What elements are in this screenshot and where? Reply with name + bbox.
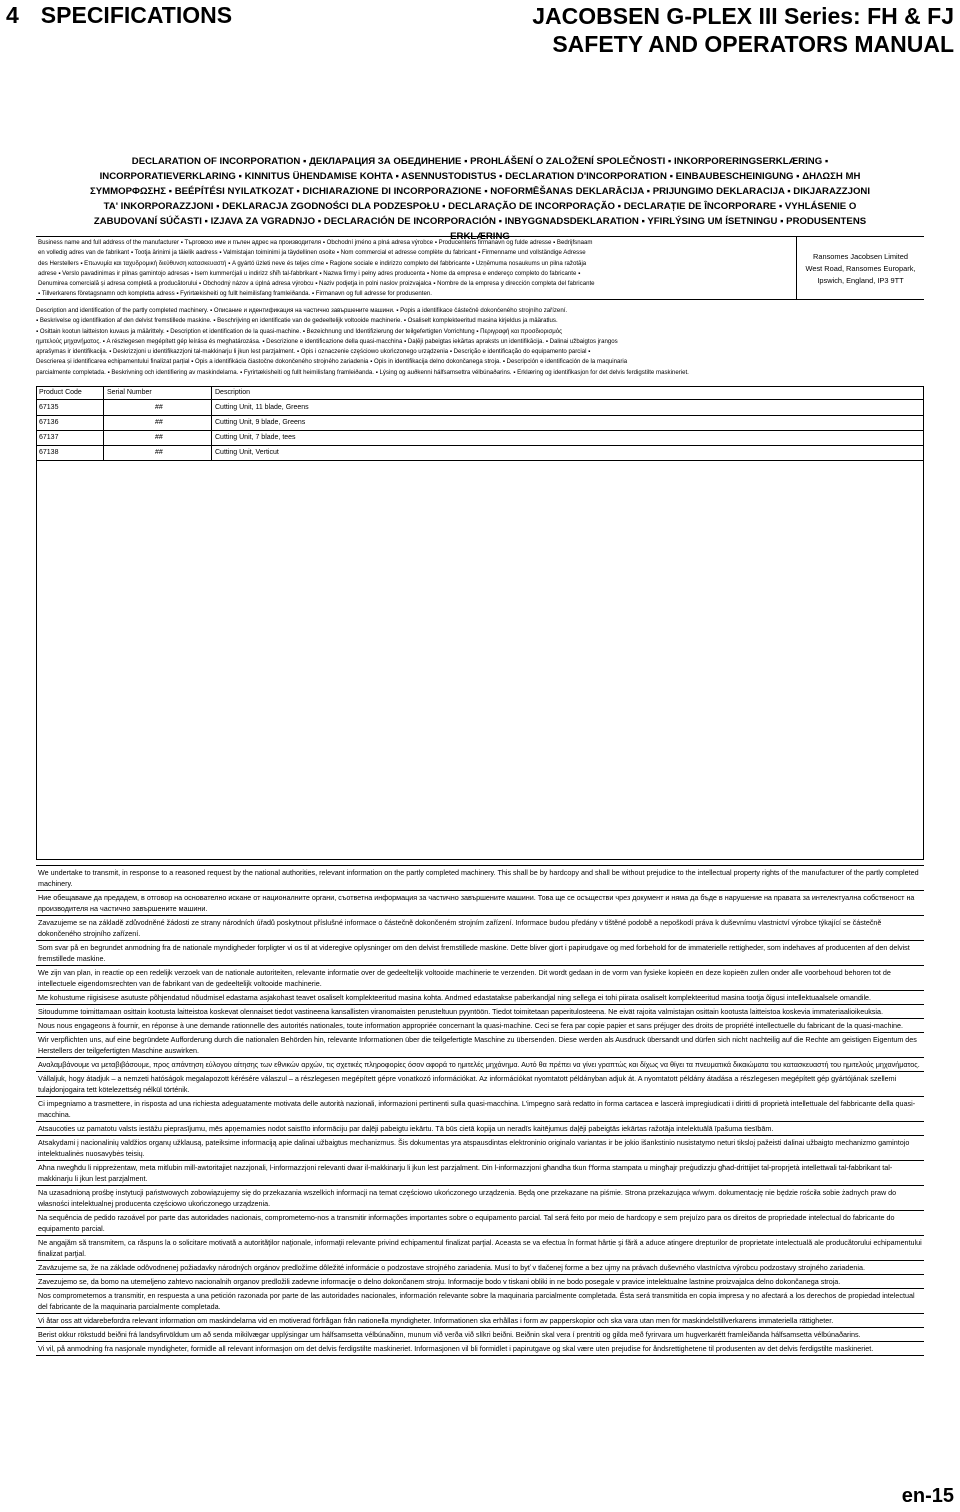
table-row — [37, 415, 923, 431]
description-line: ▪ Osittain kootun laitteiston kuvaus ja määrittely. ▪ Description et identification de la quasi-machine. ▪ Bezeichnung und Identifizierung der teilgefertigten Vorrichtung ▪ Περιγραφή και προσδιορισμός — [36, 327, 563, 335]
cell-product-code: 67135 — [39, 404, 59, 411]
declaration-paragraph: Ние обещаваме да предадем, в отговор на основателно искане от националните органи, съответна информация за частично завършените машини. Това ще се осъществи чрез документ и няма да бъде в нарушение на правата за интелектуална собственост на производителя на частично завършените машини. — [36, 891, 924, 916]
declaration-paragraph: Atsaucoties uz pamatotu valsts iestāžu pieprasījumu, mēs apņemamies nodot saistīto informāciju par daļēji pabeigtu iekārtu. Tā būs cietā kopija un neradīs kaitējumus daļēji pabeigtās iekārtas ražotāja intelektuālā īpašuma tiesībām. — [36, 1122, 924, 1136]
cell-product-code: 67136 — [39, 419, 59, 426]
declaration-paragraph: Vállaljuk, hogy átadjuk – a nemzeti hatóságok megalapozott kérésére válaszul – a részlegesen megépített gépre vonatkozó információkat. Az információkat nyomtatott példányban adjuk át. A nyomtatott példány átadása a részlegesen megépített gép gyártójának szellemi tulajdonjogaira tett kötelezettség nélkül történik. — [36, 1072, 924, 1097]
declaration-paragraph: Zavazujeme se na základě zdůvodněné žádosti ze strany národních úřadů poskytnout příslušné informace o částečně dokončeném strojním zařízení. Informace budou předány v tištěné podobě a nepoškodí práva k duševnímu vlastnictví výrobce týkající se částečně dokončeného strojního zařízení. — [36, 916, 924, 941]
page-header-left — [6, 2, 232, 29]
cell-description: Cutting Unit, 11 blade, Greens — [215, 404, 309, 411]
cell-serial-number: ## — [155, 449, 163, 456]
description-line: Description and identification of the partly completed machinery. ▪ Описание и идентификация на частично завършените машини. ▪ Popis a identifikace částečně dokončeného strojního zařízení. — [36, 307, 568, 314]
declaration-paragraphs — [36, 865, 924, 1356]
declaration-title-line: TA' INKORPORAZZJONI ▪ DEKLARACJA ZGODNOŚCI DLA PODZESPOŁU ▪ DECLARAÇÃO DE INCORPORAÇÃO ▪ DECLARAȚIE DE ÎNCORPORARE ▪ VYHLÁSENIE O — [103, 201, 857, 212]
declaration-paragraph: Na sequência de pedido razoável por parte das autoridades nacionais, comprometemo-nos a transmitir informações importantes sobre o equipamento parcial. Tal será feito por meio de hardcopy e sem prejuízo para os direitos de propriedade intelectual do fabricante do equipamento parcial. — [36, 1211, 924, 1236]
declaration-paragraph: Berist okkur rökstudd beiðni frá landsyfirvöldum um að senda mikilvægar upplýsingar um hálfsamsetta vélbúnaðinn, munum við verða við slíkri beiðni. Beiðnin skal vera í prentriti og gilda með fyrirvara um hugverkarétt framleiðanda hálfsamsetta vélbúnaðarins. — [36, 1328, 924, 1342]
cell-description: Cutting Unit, 9 blade, Greens — [215, 419, 306, 426]
address-line: West Road, Ransomes Europark, — [805, 264, 916, 273]
declaration-title-line: ERKLÆRING — [450, 231, 510, 242]
cell-product-code: 67137 — [39, 434, 59, 441]
declaration-paragraph: Ne angajăm să transmitem, ca răspuns la o solicitare motivată a autorităţilor naţionale, informaţii relevante privind echipamentul finalizat parţial. Aceasta se va efectua în format hârtie şi fără a aduce atingere drepturilor de proprietate intelectuală ale producătorului echipamentului finalizat parţial. — [36, 1236, 924, 1261]
table-row — [37, 445, 923, 461]
declaration-title — [36, 154, 924, 244]
declaration-title-line: DECLARATION OF INCORPORATION ▪ ДЕКЛАРАЦИЯ ЗА ОБЕДИНЕНИЕ ▪ PROHLÁŠENÍ O ZALOŽENÍ SPOLEČNOSTI ▪ INKORPORERINGSERKLÆRING ▪ — [131, 156, 829, 167]
declaration-paragraph: We zijn van plan, in reactie op een redelijk verzoek van de nationale autoriteiten, relevante informatie over de gedeeltelijk voltooide machinerie te verzenden. Dit wordt gedaan in de vorm van fysieke kopieën en deze kopieën zullen onder alle voorbehoud behoren tot de intellectuele eigendomsrechten van de fabrikant van de gedeeltelijk voltooide machinerie. — [36, 966, 924, 991]
cell-serial-number: ## — [155, 419, 163, 426]
page-number: 4 — [6, 2, 19, 28]
product-table — [36, 386, 924, 860]
manufacturer-label-line: adrese ▪ Verslo pavadinimas ir pilnas gamintojo adresas ▪ Isem kummerċjali u indirizz sħiħ tal-fabbrikant ▪ Nazwa firmy i pełny adres producenta ▪ Nome da empresa e endereço completo do fabricante ▪ — [38, 269, 581, 277]
declaration-paragraph: Zaväzujeme sa, že na základe odôvodnenej požiadavky národných orgánov predložíme dôležité informácie o podzostave strojného zariadenia. Musí to byť v tlačenej forme a bez ujmy na právach duševného vlastníctva výrobcu podzostavy strojného zariadenia. — [36, 1261, 924, 1275]
declaration-paragraph: Zavezujemo se, da bomo na utemeljeno zahtevo nacionalnih organov predložili zadevne informacije o delno dokončanem stroju. Informacije bodo v tiskani obliki in ne bodo posegale v pravice intelektualne lastnine proizvajalca delno dokončanega stroja. — [36, 1275, 924, 1289]
cell-description: Cutting Unit, Verticut — [215, 449, 279, 456]
declaration-title-line: ZABUDOVANÍ SÚČASTI ▪ IZJAVA ZA VGRADNJO ▪ DECLARACIÓN DE INCORPORACIÓN ▪ INBYGGNADSDEKLARATION ▪ YFIRLÝSING UM ÍSETNINGU ▪ PRODUSENTENS — [93, 216, 867, 227]
declaration-paragraph: We undertake to transmit, in response to a reasoned request by the national authorities, relevant information on the partly completed machinery. This shall be by hardcopy and shall be without prejudice to the intellectual property rights of the manufacturer of the partly completed machinery. — [36, 866, 924, 891]
manufacturer-label-line: ▪ Tillverkarens företagsnamn och kompletta adress ▪ Fyrirtækisheiti og fullt heimilisfang framleiðanda. ▪ Firmanavn og full adresse for produsenten. — [38, 290, 432, 298]
manufacturer-label-line: Denumirea comercială și adresa completă a producătorului ▪ Obchodný názov a úplná adresa výrobcu ▪ Naziv podjetja in polni naslov proizvajalca ▪ Nombre de la empresa y dirección completa del fabricante — [38, 280, 595, 288]
declaration-paragraph: Atsakydami į nacionalinių valdžios organų užklausą, pateiksime informaciją apie dalinai užbaigtus mechanizmus. Šis dokumentas yra atspausdintas elektroninio originalo variantas ir be jokio išankstinio nusistatymo neturi tiksloį pažeisti dalinai užbaigto mechanizmo gamintojo intelektualinės nuosavybės teisių. — [36, 1136, 924, 1161]
cell-serial-number: ## — [155, 434, 163, 441]
address-line: Ipswich, England, IP3 9TT — [817, 276, 904, 285]
page-footer-number: en-15 — [901, 1485, 954, 1507]
page-header-right — [532, 2, 954, 58]
description-line: aprašymas ir identifikacija. ▪ Deskrizzjoni u identifikazzjoni tal-makkinarju li jkun lest parzjalment. ▪ Opis i oznaczenie częściowo ukończonego urządzenia ▪ Descrição e identificação do equipamento parcial ▪ — [36, 348, 591, 356]
declaration-paragraph: Aħna nwegħdu li nippreżentaw, meta mitlubin mill-awtoritajiet nazzjonali, l-informazzjoni relevanti dwar il-makkinarju li jkun lest parzjalment. Din l-informazzjoni għandha tkun f'forma stampata u mingħajr preġudizzju għad-drittijiet tal-proprjetà intellettwali tal-fabbrikant tal-makkinarju li jkun lest parzjalment. — [36, 1161, 924, 1186]
table-row — [37, 400, 923, 416]
declaration-title-line: ΣΥΜΜΟΡΦΩΣΗΣ ▪ BEÉPÍTÉSI NYILATKOZAT ▪ DICHIARAZIONE DI INCORPORAZIONE ▪ NOFORMĒŠANAS DEKLARĀCIJA ▪ PRIJUNGIMO DEKLARACIJA ▪ DIKJARAZZJONI — [89, 186, 871, 197]
declaration-paragraph: Nous nous engageons à fournir, en réponse à une demande rationnelle des autorités nationales, toute information appropriée concernant la quasi-machine. Ceci se fera par copie papier et sans préjuger des droits de propriété intellectuelle du fabricant de la quasi-machine. — [36, 1019, 924, 1033]
cell-serial-number: ## — [155, 404, 163, 411]
cell-description: Cutting Unit, 7 blade, tees — [215, 434, 296, 441]
manufacturer-section — [36, 236, 924, 300]
manufacturer-label-line: Business name and full address of the manufacturer ▪ Търговско име и пълен адрес на производителя ▪ Obchodní jméno a plná adresa výrobce ▪ Producentens firmanavn og fulde adresse ▪ Bedrijfsnaam — [38, 239, 593, 246]
declaration-paragraph: Me kohustume riigisisese asutuste põhjendatud nõudmisel edastama asjakohast teavet osaliselt komplekteeritud masina kohta. Andmed edastatakse paberkandjal ning sellega ei tohi piirata osaliselt komplekteeritud masina tootja õigusi intellektuaalsele omandile. — [36, 991, 924, 1005]
description-label — [36, 306, 924, 378]
description-line: Descrierea și identificarea echipamentului finalizat parțial ▪ Opis a identifikácia čiastočne dokončeného strojného zariadenia ▪ Opis in identifikacija delno dokončanega stroja. ▪ Descripción e identificación de la maquinaria — [36, 358, 628, 366]
manual-title-line2: SAFETY AND OPERATORS MANUAL — [552, 31, 954, 57]
header-serial-number: Serial Number — [107, 389, 152, 396]
section-title: SPECIFICATIONS — [40, 2, 233, 28]
product-table-header — [37, 387, 923, 400]
declaration-title-line: INCORPORATIEVERKLARING ▪ KINNITUS ÜHENDAMISE KOHTA ▪ ASENNUSTODISTUS ▪ DECLARATION D'INCORPORATION ▪ EINBAUBESCHEINIGUNG ▪ ΔΗΛΩΣΗ ΜΗ — [99, 171, 861, 182]
declaration-paragraph: Wir verpflichten uns, auf eine begründete Aufforderung durch die nationalen Behörden hin, relevante Informationen über die teilgefertigte Maschine zu übersenden. Diese werden als Ausdruck übersandt und dürfen sich nicht nachteilig auf die Rechte am geistigen Eigentum des Herstellers der teilgefertigten Maschine auswirken. — [36, 1033, 924, 1058]
description-line: parcialmente completada. ▪ Beskrivning och identifiering av maskindelarna. ▪ Fyrirtækisheiti og fullt heimilisfang framleiðanda. ▪ Lýsing og auðkenni hálfsamsettra vélbúnaðarins. ▪ Erklæring og identifikasjon for det delvis ferdigstilte maskineriet. — [36, 368, 689, 376]
declaration-paragraph: Ci impegniamo a trasmettere, in risposta ad una richiesta adeguatamente motivata delle autorità nazionali, informazioni pertinenti sulla quasi-macchina. L'impegno sarà redatto in forma cartacea e lascerà impregiudicati i diritti di proprietà intellettuale del fabbricante della quasi-macchina. — [36, 1097, 924, 1122]
description-line: ▪ Beskrivelse og identifikation af den delvist fremstillede maskine. ▪ Beschrijving en identificatie van de gedeeltelijk voltooide machinerie. ▪ Osaliselt komplekteeritud masina kirjeldus ja määratlus. — [36, 317, 558, 325]
manufacturer-address — [796, 237, 924, 299]
declaration-paragraph: Αναλαμβάνουμε να μεταβιβάσουμε, προς απάντηση εύλογου αίτησης των εθνικών αρχών, τις σχετικές πληροφορίες όσον αφορά το ημιτελές μηχάνημα. Αυτό θα πρέπει να γίνει γραπτώς και δίχως να θίγει τα πνευματικά δικαιώματα του κατασκευαστή του ημιτελούς μηχανήματος. — [36, 1058, 924, 1072]
declaration-paragraph: Nos comprometemos a transmitir, en respuesta a una petición razonada por parte de las autoridades nacionales, información relevante sobre la maquinaria parcialmente completada. Ésta será transmitida en copia impresa y no afectará a los derechos de propiedad intelectual del fabricante de la maquinaria parcialmente completada. — [36, 1289, 924, 1314]
declaration-paragraph: Na uzasadnioną prośbę instytucji państwowych zobowiązujemy się do przekazania wszelkich informacji na temat częściowo ukończonego urządzenia. Będą one przekazane na piśmie. Strona przekazująca w/wym. dokumentację nie będzie rościła sobie żadnych praw do własności intelektualnej producenta częściowo ukończonego urządzenia. — [36, 1186, 924, 1211]
manufacturer-label — [38, 238, 758, 300]
description-line: ημιτελούς μηχανήματος. ▪ A részlegesen megépített gép leírása és meghatározása. ▪ Descrizione e identificazione della quasi-macchina ▪ Daļēji pabeigtas iekārtas apraksts un identifikācija. ▪ Dalinai užbaigtos įrangos — [36, 337, 618, 345]
cell-product-code: 67138 — [39, 449, 59, 456]
declaration-paragraph: Som svar på en begrundet anmodning fra de nationale myndigheder forpligter vi os til at videregive oplysninger om den delvist fremstillede maskine. Dette bliver gjort i papirudgave og med forbehold for de immaterielle rettigheder, som indehaves af producenten af den delvist fremstillede maskine. — [36, 941, 924, 966]
manual-title-line1: JACOBSEN G-PLEX III Series: FH & FJ — [532, 3, 954, 29]
manufacturer-label-line: en volledig adres van de fabrikant ▪ Tootja ärinimi ja täielik aadress ▪ Valmistajan toiminimi ja täydellinen osoite ▪ Nom commercial et adresse complète du fabricant ▪ Firmenname und vollständige Adresse — [38, 249, 586, 257]
declaration-paragraph: Sitoudumme toimittamaan osittain kootusta laitteistoa koskevat olennaiset tiedot vastineena kansallisten viranomaisten perusteltuun pyyntöön. Tiedot toimitetaan paperitulosteena. Ne eivät rajoita valmistajan osittain kootusta laitteistoa koskevia immateriaalioikeuksia. — [36, 1005, 924, 1019]
manufacturer-label-line: des Herstellers ▪ Επωνυμία και ταχυδρομική διεύθυνση κατασκευαστή ▪ A gyártó üzleti neve és teljes címe ▪ Ragione sociale e indirizzo completo del fabbricante ▪ Uzņēmuma nosaukums un pilna ražotāja — [38, 259, 587, 267]
declaration-paragraph: Vi vil, på anmodning fra nasjonale myndigheter, formidle all relevant informasjon om det delvis ferdigstilte maskineriet. Informasjonen vil bli formidlet i papirutgave og skal være uten prejudise for åndsrettighetene til produsenten av det delvis ferdigstilte maskineriet. — [36, 1342, 924, 1356]
header-product-code: Product Code — [39, 389, 82, 396]
table-row — [37, 430, 923, 446]
declaration-paragraph: Vi åtar oss att vidarebefordra relevant information om maskindelarna vid en motiverad förfrågan från nationella myndigheter. Informationen ska erhållas i form av papperskopior och ska vara utan men för maskindelstillverkarens immateriella rättigheter. — [36, 1314, 924, 1328]
header-description: Description — [215, 389, 251, 396]
address-line: Ransomes Jacobsen Limited — [813, 252, 908, 261]
